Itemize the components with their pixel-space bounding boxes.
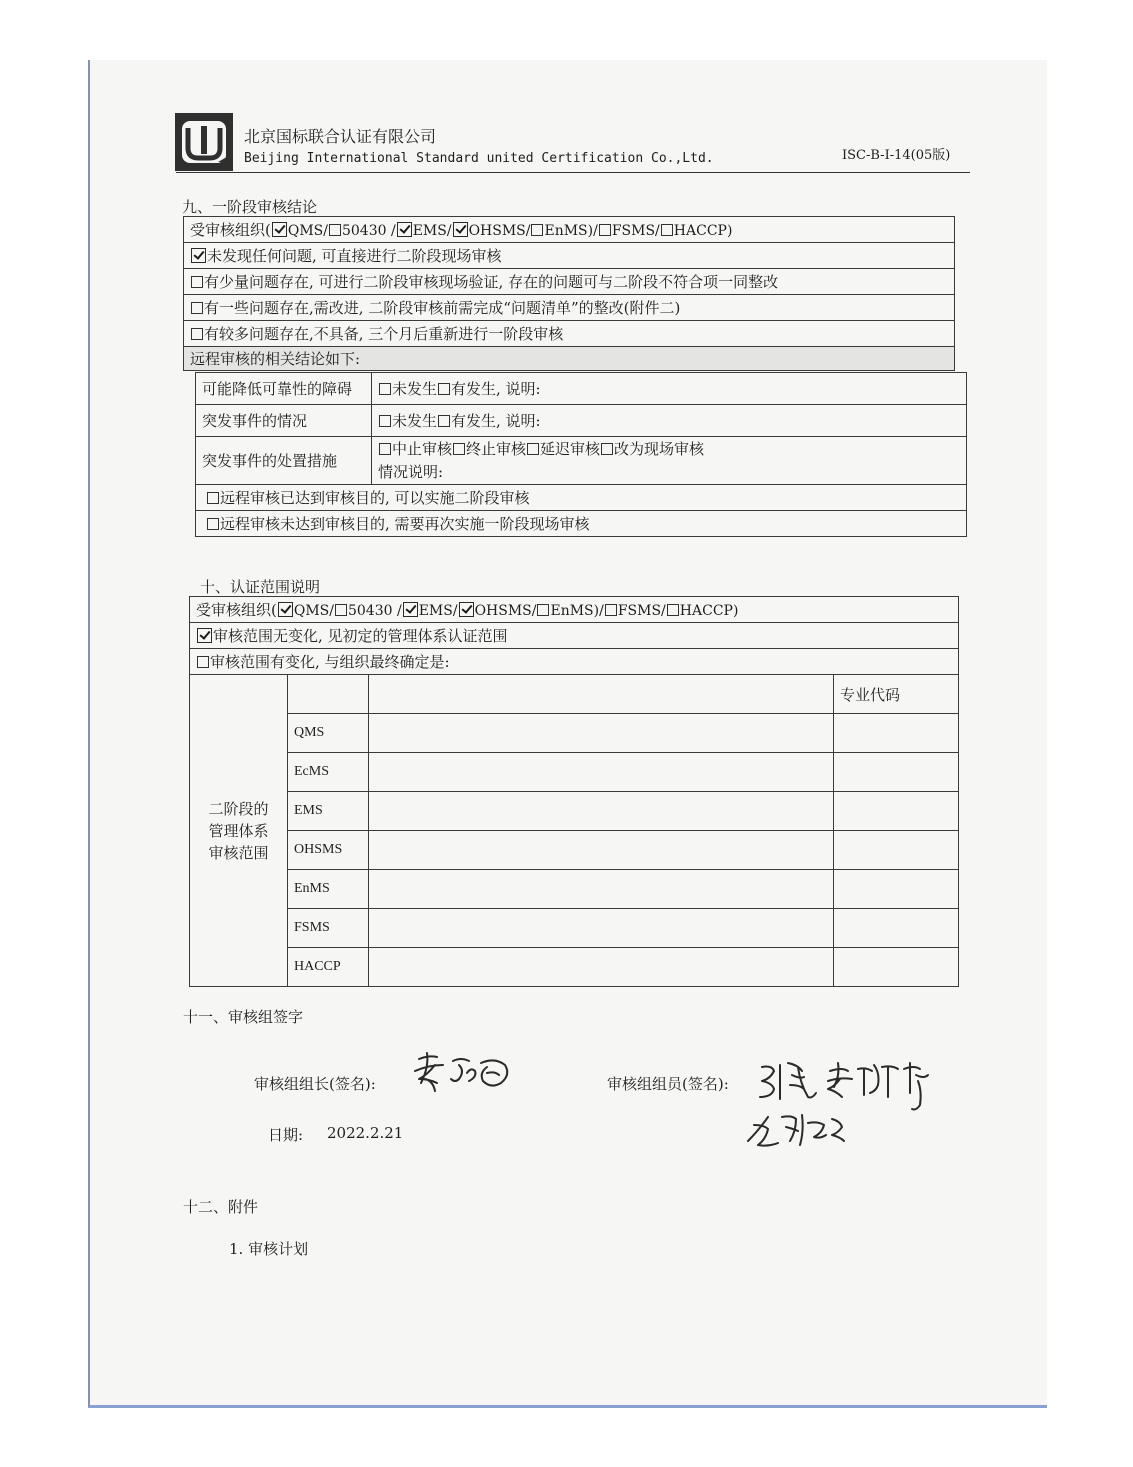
company-name-en: Beijing International Standard united Certification Co.,Ltd. — [244, 151, 714, 166]
measures-note: 情况说明: — [378, 462, 444, 481]
option2-checkbox[interactable] — [191, 276, 203, 288]
remote-audit-table — [195, 372, 967, 537]
scope-cell[interactable] — [369, 714, 834, 753]
system-qms: QMS — [288, 714, 369, 753]
company-name-cn: 北京国标联合认证有限公司 — [244, 127, 437, 146]
scope-haccp-checkbox[interactable] — [667, 604, 679, 616]
scope-header-empty — [288, 675, 369, 714]
scope-50430-checkbox[interactable] — [335, 604, 347, 616]
scope-cell[interactable] — [369, 948, 834, 987]
section9-title: 九、一阶段审核结论 — [182, 198, 318, 216]
system-ecms: EcMS — [288, 753, 369, 792]
fsms-checkbox[interactable] — [599, 224, 611, 236]
scope-ems-checkbox[interactable] — [403, 602, 418, 617]
conclusion-option-1: 未发现任何问题, 可直接进行二阶段现场审核 — [184, 243, 955, 269]
conclusion-option-4: 有较多问题存在,不具备, 三个月后重新进行一阶段审核 — [184, 321, 955, 347]
scope-fsms-checkbox[interactable] — [605, 604, 617, 616]
option1-checkbox[interactable] — [191, 248, 206, 263]
scope-cell[interactable] — [369, 792, 834, 831]
scope-table — [189, 596, 959, 987]
remote-heading: 远程审核的相关结论如下: — [184, 347, 955, 371]
obstacle-none-checkbox[interactable] — [379, 383, 391, 395]
scope-changed: 审核范围有变化, 与组织最终确定是: — [190, 649, 959, 675]
terminate-checkbox[interactable] — [453, 443, 465, 455]
system-haccp: HACCP — [288, 948, 369, 987]
section12-title: 十二、附件 — [183, 1198, 259, 1216]
emergency-options: 未发生 有发生, 说明: — [372, 405, 967, 437]
scope-qms-checkbox[interactable] — [278, 602, 293, 617]
scope-changed-checkbox[interactable] — [197, 656, 209, 668]
system-ems: EMS — [288, 792, 369, 831]
suspend-checkbox[interactable] — [379, 443, 391, 455]
code-cell[interactable] — [834, 792, 959, 831]
code-cell[interactable] — [834, 714, 959, 753]
audited-org-row: 受审核组织( QMS/ 50430 / EMS/ OHSMS/ EnMS)/ FSMS/ HACCP) — [184, 217, 955, 243]
scope-unchanged: 审核范围无变化, 见初定的管理体系认证范围 — [190, 623, 959, 649]
ems-checkbox[interactable] — [397, 222, 412, 237]
enms-checkbox[interactable] — [531, 224, 543, 236]
remote-achieved: 远程审核已达到审核目的, 可以实施二阶段审核 — [196, 485, 967, 511]
header-rule — [176, 172, 970, 173]
member-sign-label: 审核组组员(签名): — [607, 1075, 729, 1093]
code-cell[interactable] — [834, 753, 959, 792]
code-cell[interactable] — [834, 909, 959, 948]
emergency-yes-checkbox[interactable] — [438, 415, 450, 427]
section11-title: 十一、审核组签字 — [183, 1008, 304, 1026]
qms-checkbox[interactable] — [272, 222, 287, 237]
system-enms: EnMS — [288, 870, 369, 909]
obstacle-label: 可能降低可靠性的障碍 — [196, 373, 372, 405]
date-label: 日期: — [268, 1126, 304, 1144]
stage1-conclusion-table — [183, 216, 955, 371]
conclusion-option-2: 有少量问题存在, 可进行二阶段审核现场验证, 存在的问题可与二阶段不符合项一同整改 — [184, 269, 955, 295]
scope-cell[interactable] — [369, 909, 834, 948]
scope-cell[interactable] — [369, 831, 834, 870]
option3-checkbox[interactable] — [191, 302, 203, 314]
scope-org-row: 受审核组织( QMS/ 50430 / EMS/ OHSMS/ EnMS)/ FSMS/ HACCP) — [190, 597, 959, 623]
measures-options: 中止审核 终止审核 延迟审核 改为现场审核 情况说明: — [372, 437, 967, 485]
obstacle-options: 未发生 有发生, 说明: — [372, 373, 967, 405]
scope-cell[interactable] — [369, 753, 834, 792]
code-header: 专业代码 — [834, 675, 959, 714]
scope-unchanged-checkbox[interactable] — [197, 628, 212, 643]
code-cell[interactable] — [834, 948, 959, 987]
onsite-checkbox[interactable] — [601, 443, 613, 455]
remote-achieved-checkbox[interactable] — [207, 492, 219, 504]
scope-label-cell: 二阶段的 管理体系 审核范围 — [190, 675, 288, 987]
member-signatures — [742, 1055, 942, 1160]
system-fsms: FSMS — [288, 909, 369, 948]
scope-cell[interactable] — [369, 870, 834, 909]
code-cell[interactable] — [834, 831, 959, 870]
section10-title: 十、认证范围说明 — [200, 578, 321, 596]
emergency-none-checkbox[interactable] — [379, 415, 391, 427]
date-value: 2022.2.21 — [327, 1124, 404, 1142]
conclusion-option-3: 有一些问题存在,需改进, 二阶段审核前需完成“问题清单”的整改(附件二) — [184, 295, 955, 321]
ohsms-checkbox[interactable] — [453, 222, 468, 237]
remote-not-achieved: 远程审核未达到审核目的, 需要再次实施一阶段现场审核 — [196, 511, 967, 537]
company-logo — [174, 112, 234, 172]
code-cell[interactable] — [834, 870, 959, 909]
delay-checkbox[interactable] — [527, 443, 539, 455]
emergency-label: 突发事件的情况 — [196, 405, 372, 437]
scope-header-desc — [369, 675, 834, 714]
obstacle-yes-checkbox[interactable] — [438, 383, 450, 395]
document-code: ISC-B-I-14(05版) — [842, 148, 951, 163]
leader-signature — [405, 1045, 520, 1100]
haccp-checkbox[interactable] — [661, 224, 673, 236]
s50430-checkbox[interactable] — [329, 224, 341, 236]
remote-not-achieved-checkbox[interactable] — [207, 518, 219, 530]
leader-sign-label: 审核组组长(签名): — [254, 1075, 376, 1093]
system-ohsms: OHSMS — [288, 831, 369, 870]
scope-enms-checkbox[interactable] — [537, 604, 549, 616]
measures-label: 突发事件的处置措施 — [196, 437, 372, 485]
attachment-item-1: 1. 审核计划 — [229, 1240, 309, 1258]
option4-checkbox[interactable] — [191, 328, 203, 340]
scope-ohsms-checkbox[interactable] — [459, 602, 474, 617]
